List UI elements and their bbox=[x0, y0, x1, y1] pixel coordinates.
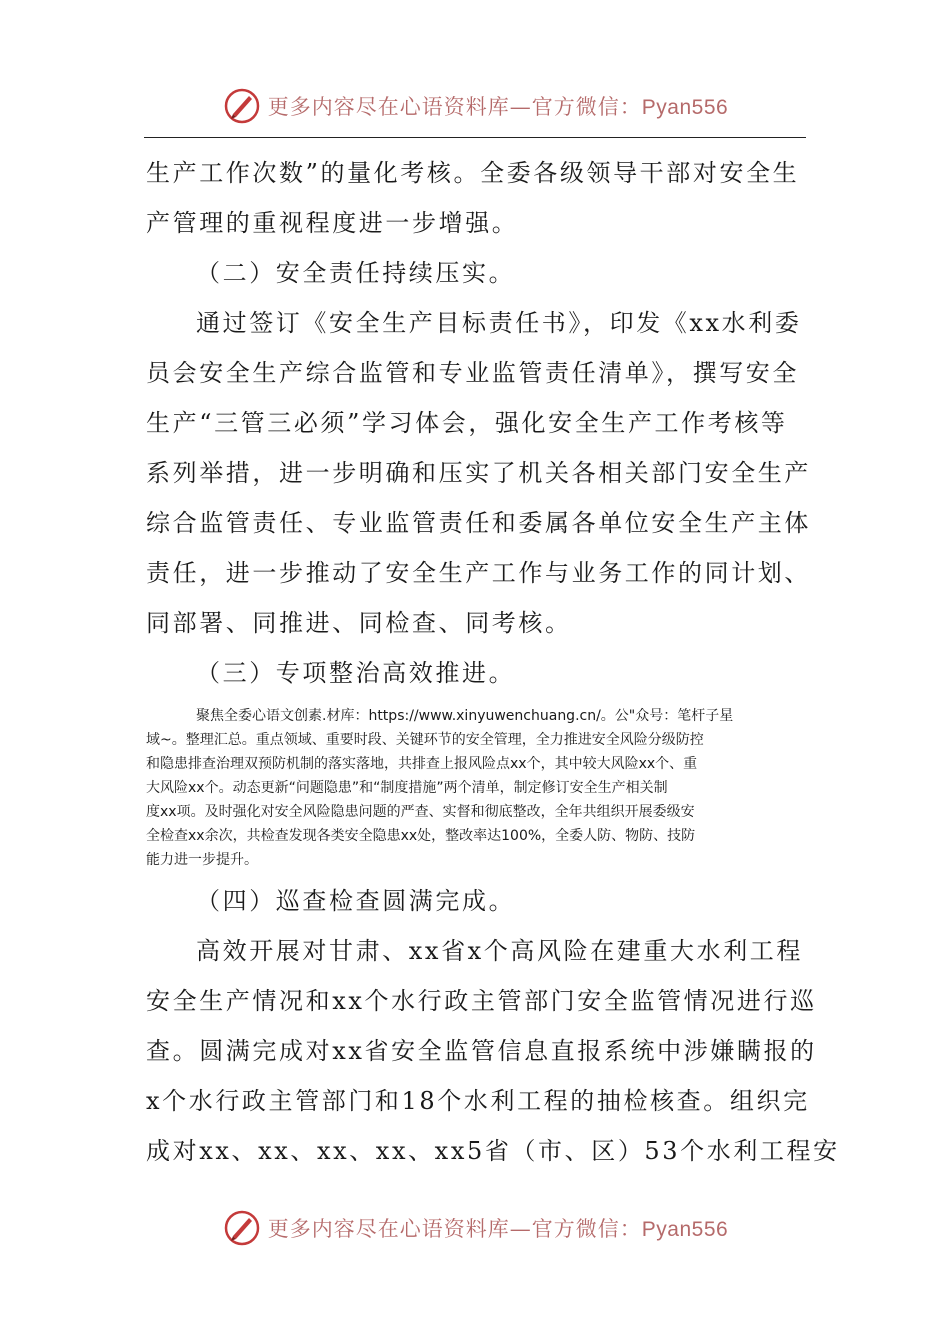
document-body bbox=[146, 148, 840, 1176]
small-text-line: 域~。整理汇总。重点领域、重要时段、关键环节的安全管理，全力推进安全风险分级防控 bbox=[146, 732, 704, 748]
wechat-id: Pyan556 bbox=[641, 96, 729, 119]
text-line: 成对xx、xx、xx、xx、xx5省（市、区）53个水利工程安 bbox=[146, 1137, 840, 1165]
small-text-line: 能力进一步提升。 bbox=[146, 852, 258, 868]
text-line: 产管理的重视程度进一步增强。 bbox=[146, 209, 519, 237]
pen-logo-icon bbox=[222, 1208, 262, 1248]
pen-logo-icon bbox=[222, 86, 262, 126]
wechat-id: Pyan556 bbox=[641, 1218, 729, 1241]
text-line: 生产“三管三必须”学习体会，强化安全生产工作考核等 bbox=[146, 409, 788, 437]
small-paragraph bbox=[146, 698, 808, 876]
text-line: 责任，进一步推动了安全生产工作与业务工作的同计划、 bbox=[146, 559, 811, 587]
small-text-line: 聚焦全委心语文创素.材库：https://www.xinyuwenchuang.cn/。公"众号：笔杆子星 bbox=[196, 708, 734, 724]
small-text-line: 和隐患排查治理双预防机制的落实落地，共排查上报风险点xx个，其中较大风险xx个、重 bbox=[146, 756, 698, 772]
small-text-line: 度xx项。及时强化对安全风险隐患问题的严查、实督和彻底整改，全年共组织开展委级安 bbox=[146, 804, 695, 820]
text-line: 系列举措，进一步明确和压实了机关各相关部门安全生产 bbox=[146, 459, 811, 487]
text-line: 查。圆满完成对xx省安全监管信息直报系统中涉嫌瞒报的 bbox=[146, 1037, 817, 1065]
text-line: 员会安全生产综合监管和专业监管责任清单》，撰写安全 bbox=[146, 359, 799, 387]
text-line: x个水行政主管部门和18个水利工程的抽检核查。组织完 bbox=[146, 1087, 810, 1115]
text-line: 同部署、同推进、同检查、同考核。 bbox=[146, 609, 572, 637]
banner-text: 更多内容尽在心语资料库—官方微信：Pyan556 bbox=[267, 95, 729, 119]
banner-text: 更多内容尽在心语资料库—官方微信：Pyan556 bbox=[267, 1217, 729, 1241]
small-text-line: 大风险xx个。动态更新“问题隐患”和“制度措施”两个清单，制定修订安全生产相关制 bbox=[146, 780, 668, 796]
footer-banner bbox=[0, 1206, 950, 1250]
section-heading-4: （四）巡查检查圆满完成。 bbox=[196, 887, 516, 915]
text-line: 高效开展对甘肃、xx省x个高风险在建重大水利工程 bbox=[196, 937, 804, 965]
small-text-line: 全检查xx余次，共检查发现各类安全隐患xx处，整改率达100%，全委人防、物防、技防 bbox=[146, 828, 696, 844]
header-rule bbox=[144, 137, 806, 138]
header-banner bbox=[0, 84, 950, 128]
text-line: 通过签订《安全生产目标责任书》，印发《xx水利委 bbox=[196, 309, 802, 337]
text-line: 生产工作次数”的量化考核。全委各级领导干部对安全生 bbox=[146, 159, 800, 187]
text-line: 综合监管责任、专业监管责任和委属各单位安全生产主体 bbox=[146, 509, 811, 537]
section-heading-3: （三）专项整治高效推进。 bbox=[196, 659, 516, 687]
section-heading-2: （二）安全责任持续压实。 bbox=[196, 259, 516, 287]
text-line: 安全生产情况和xx个水行政主管部门安全监管情况进行巡 bbox=[146, 987, 817, 1015]
